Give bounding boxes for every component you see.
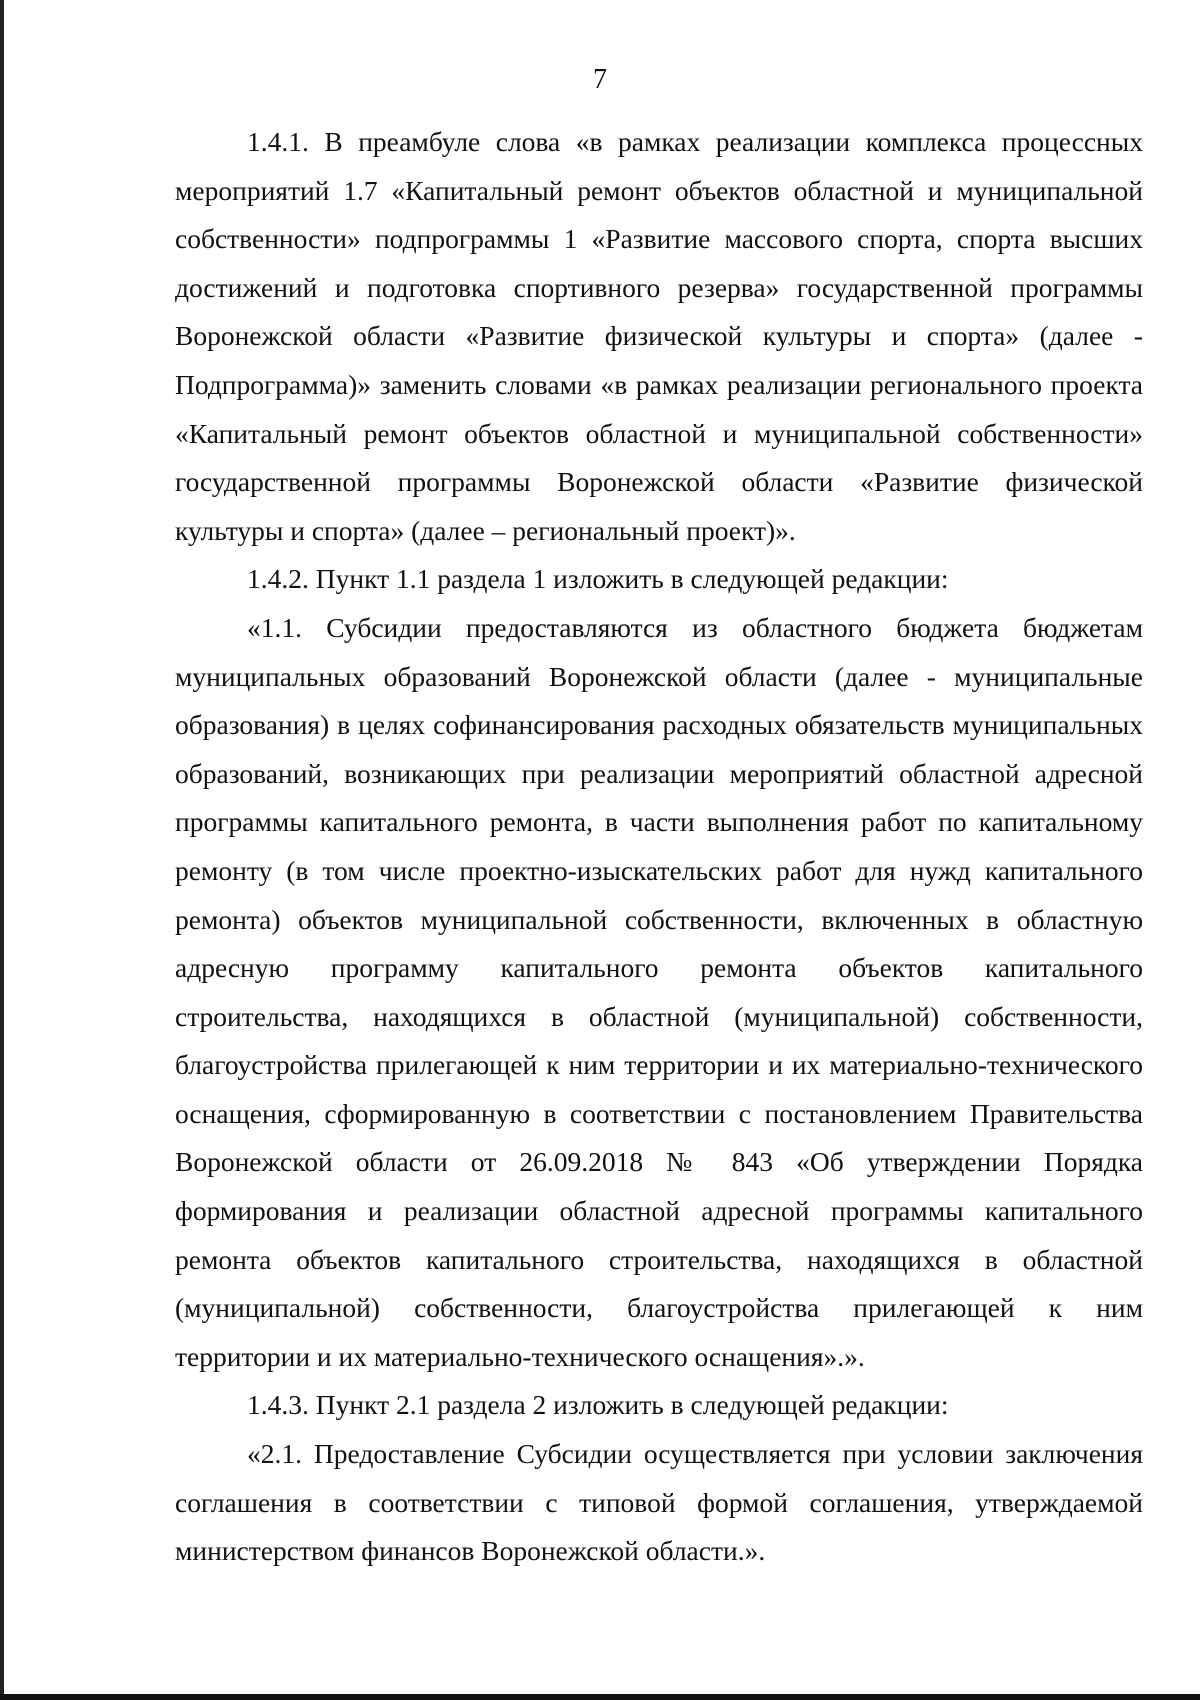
paragraph-1-1-subsidy: «1.1. Субсидии предоставляются из областного бюджета бюджетам муниципальных образований Воронежской области (далее - муниципальные образования) в целях софинансирования расходных обязательств муниципальных образований, возникающих при реализации мероприятий областной адресной программы капитального ремонта, в части выполнения работ по капитальному ремонту (в том числе проектно-изыскательских работ для нужд капитального ремонта) объектов муниципальной собственности, включенных в областную адресную программу капитального ремонта объектов капитального строительства, находящихся в областной (муниципальной) собственности, благоустройства прилегающей к ним территории и их материально-технического оснащения, сформированную в соответствии с постановлением Правительства Воронежской области от 26.09.2018 № 843 «Об утверждении Порядка формирования и реализации областной адресной программы капитального ремонта объектов капитального строительства, находящихся в областной (муниципальной) собственности, благоустройства прилегающей к ним территории и их материально-технического оснащения».».: [175, 611, 1143, 1372]
page-number: 7: [593, 64, 607, 95]
paragraph-1-4-3: 1.4.3. Пункт 2.1 раздела 2 изложить в следующей редакции:: [247, 1389, 949, 1421]
scan-edge-left: [0, 0, 4, 1700]
document-body: [175, 118, 1143, 1576]
paragraph-1-4-2: 1.4.2. Пункт 1.1 раздела 1 изложить в следующей редакции:: [247, 563, 949, 595]
paragraph-2-1-agreement: «2.1. Предоставление Субсидии осуществляется при условии заключения соглашения в соответствии с типовой формой соглашения, утверждаемой министерством финансов Воронежской области.».: [175, 1438, 1143, 1567]
paragraph-1-4-1: 1.4.1. В преамбуле слова «в рамках реализации комплекса процессных мероприятий 1.7 «Капитальный ремонт объектов областной и муниципальной собственности» подпрограммы 1 «Развитие массового спорта, спорта высших достижений и подготовка спортивного резерва» государственной программы Воронежской области «Развитие физической культуры и спорта» (далее - Подпрограмма)» заменить словами «в рамках реализации регионального проекта «Капитальный ремонт объектов областной и муниципальной собственности» государственной программы Воронежской области «Развитие физической культуры и спорта» (далее – региональный проект)».: [175, 126, 1143, 546]
scan-edge-bottom: [0, 1694, 1200, 1700]
